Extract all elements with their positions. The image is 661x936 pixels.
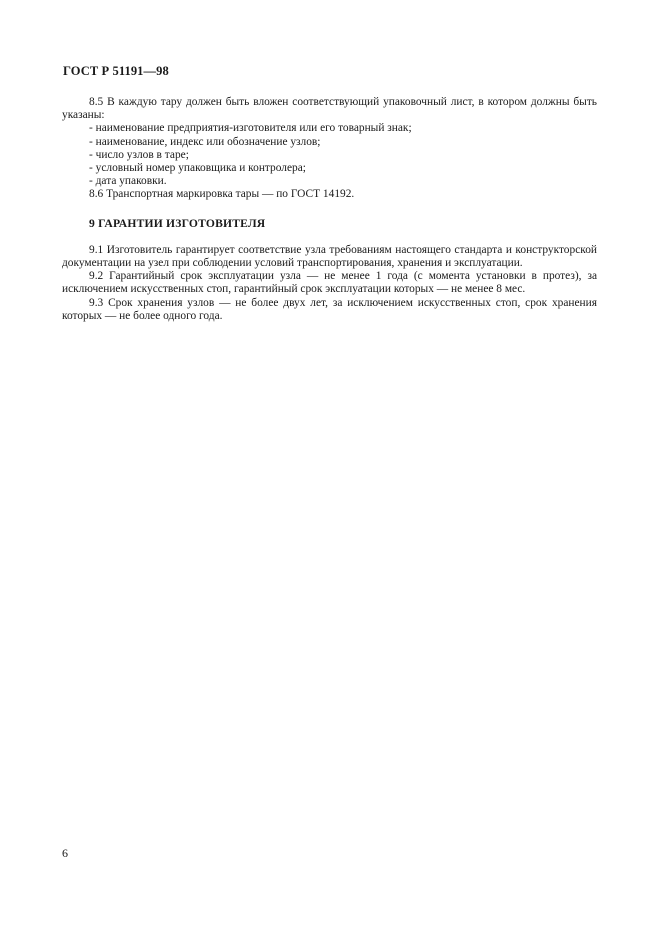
- list-item: - наименование, индекс или обозначение узлов;: [89, 135, 321, 148]
- list-item: - дата упаковки.: [89, 175, 167, 188]
- document-body: [62, 96, 597, 323]
- paragraph-8-5: 8.5 В каждую тару должен быть вложен соответствующий упаковочный лист, в котором должны быть указаны:: [62, 96, 597, 122]
- list-item: - условный номер упаковщика и контролера;: [89, 162, 306, 175]
- section-9-title: 9 ГАРАНТИИ ИЗГОТОВИТЕЛЯ: [89, 216, 266, 230]
- paragraph-9-2: 9.2 Гарантийный срок эксплуатации узла — не менее 1 года (с момента установки в протез), за исключением искусственных стоп, гарантийный срок эксплуатации которых — не менее 8 мес.: [62, 270, 597, 296]
- paragraph-9-1: 9.1 Изготовитель гарантирует соответствие узла требованиям настоящего стандарта и конструкторской документации на узел при соблюдении условий транспортирования, хранения и эксплуатации.: [62, 243, 597, 270]
- document-header: ГОСТ Р 51191—98: [63, 64, 169, 78]
- page-number: 6: [62, 846, 68, 860]
- packing-list-items: [62, 122, 597, 188]
- paragraph-9-3: 9.3 Срок хранения узлов — не более двух лет, за исключением искусственных стоп, срок хранения которых — не более одного года.: [62, 296, 597, 322]
- list-item: - число узлов в таре;: [89, 148, 189, 161]
- paragraph-8-6: 8.6 Транспортная маркировка тары — по ГОСТ 14192.: [89, 188, 355, 201]
- list-item: - наименование предприятия-изготовителя или его товарный знак;: [89, 122, 412, 135]
